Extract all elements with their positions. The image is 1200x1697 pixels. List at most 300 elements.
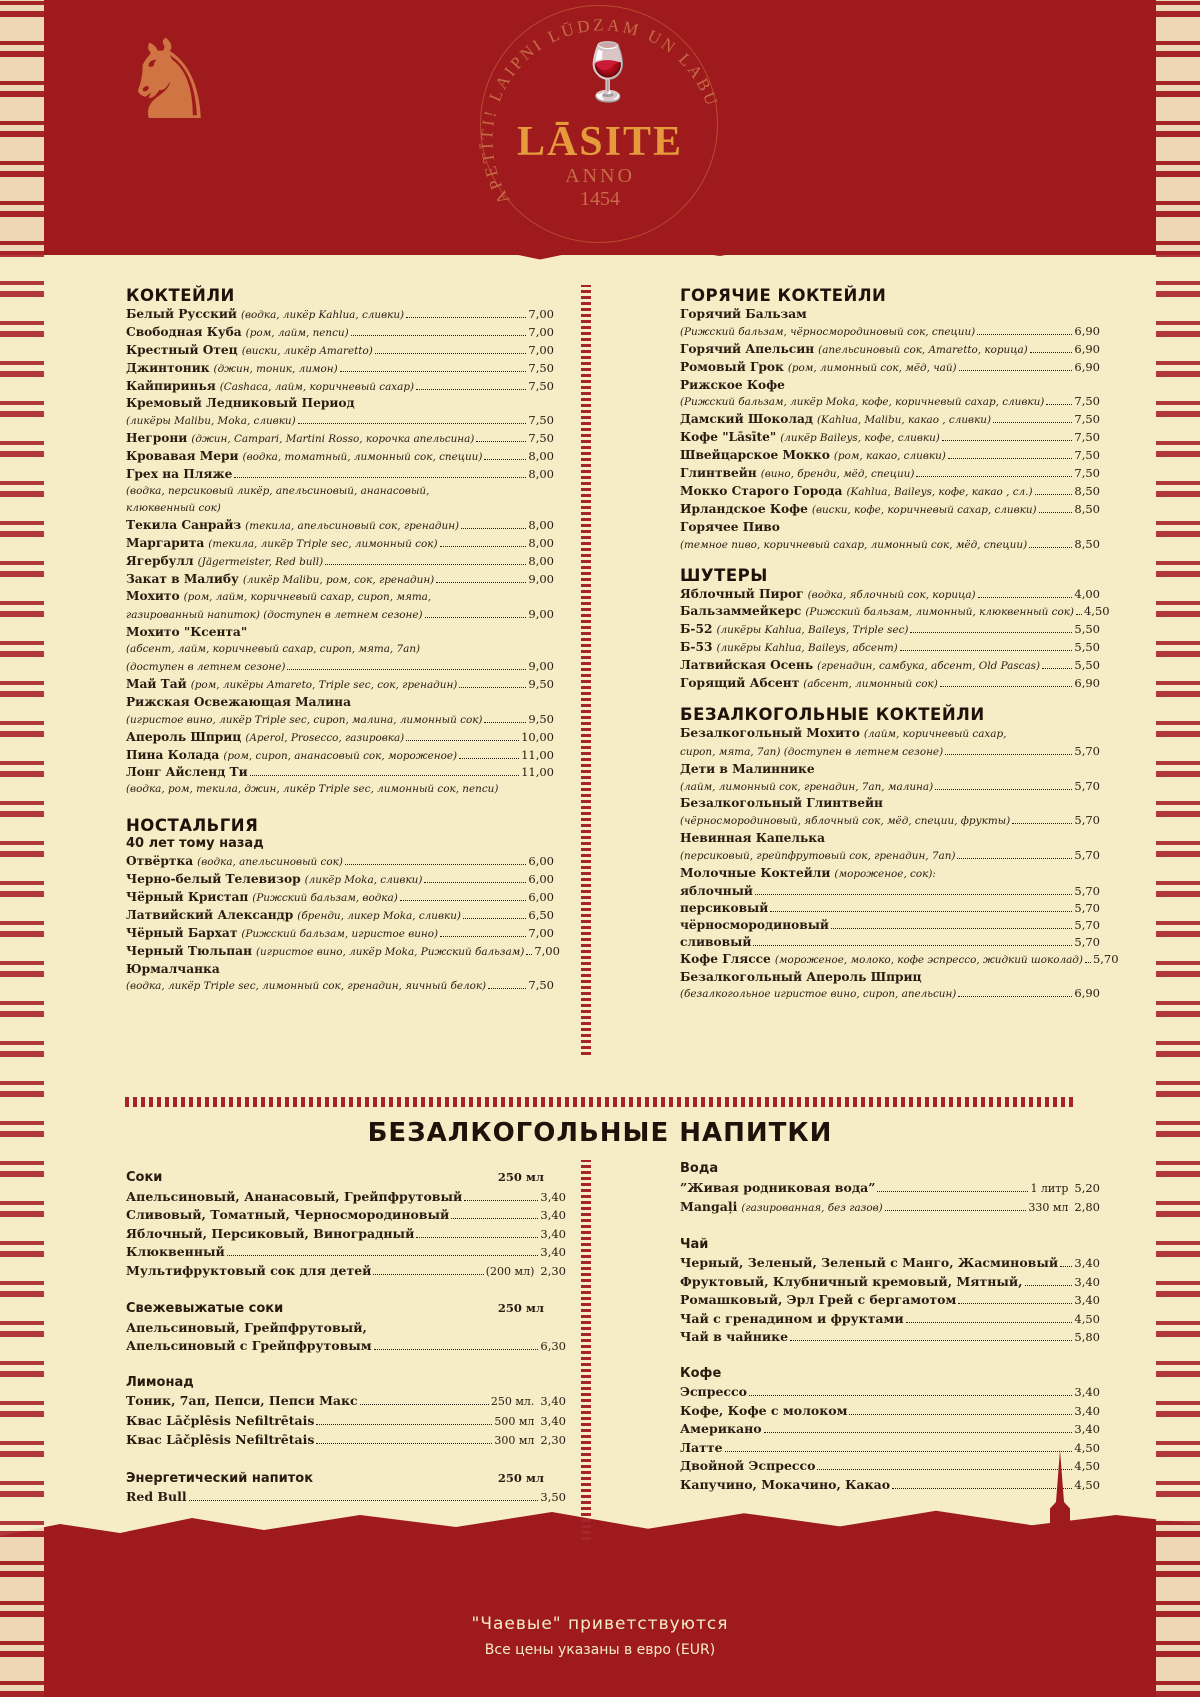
menu-item <box>126 448 554 466</box>
dot-leader <box>351 335 527 336</box>
item-desc: (лайм, лимонный сок, гренадин, 7ап, малина) <box>680 780 934 793</box>
menu-item-desc <box>680 778 1100 796</box>
menu-item <box>126 943 560 961</box>
item-price: 8,00 <box>528 467 554 482</box>
item-price: 4,50 <box>1074 1440 1100 1455</box>
juices-title: Соки <box>126 1170 163 1185</box>
dot-leader <box>424 882 526 883</box>
item-desc: (вино, бренди, мёд, специи) <box>760 468 915 481</box>
item-desc: (водка, персиковый ликёр, апельсиновый, ананасовый, <box>126 484 430 497</box>
right-column <box>680 286 1119 1003</box>
dot-leader <box>340 371 527 372</box>
dot-leader <box>316 1443 492 1444</box>
item-price: 8,50 <box>1074 501 1100 516</box>
item-desc: (Рижский бальзам, игристое вино) <box>241 927 439 940</box>
dot-leader <box>287 669 526 670</box>
menu-item <box>680 621 1100 639</box>
item-name: Клюквенный <box>126 1244 225 1259</box>
menu-item <box>680 1310 1100 1329</box>
lemonade-list <box>126 1392 566 1451</box>
item-price: 4,50 <box>1074 1459 1100 1473</box>
item-price: 8,00 <box>528 449 554 464</box>
item-desc: (доступен в летнем сезоне) <box>126 661 286 674</box>
menu-item-desc <box>680 536 1100 554</box>
item-price: 6,90 <box>1074 323 1100 338</box>
item-name: персиковый <box>680 900 769 915</box>
item-desc: (ром, сироп, ананасовый сок, мороженое) <box>223 749 458 762</box>
dot-leader <box>755 894 1072 895</box>
dot-leader <box>526 954 532 955</box>
item-name: Латвийский Александр <box>126 907 294 922</box>
menu-item-desc <box>126 977 554 995</box>
dot-leader <box>885 1210 1027 1211</box>
left-ornament-border <box>0 0 44 1697</box>
menu-item <box>126 553 554 571</box>
menu-item <box>680 830 1100 847</box>
item-price: 4,50 <box>1083 604 1110 619</box>
item-desc: (водка, ликёр Triple sec, лимонный сок, гренадин, яичный белок) <box>126 980 487 993</box>
menu-item: Апельсиновый, Грейпфрутовый, <box>126 1319 367 1335</box>
dot-leader <box>948 458 1073 459</box>
item-price: 7,50 <box>1074 466 1100 481</box>
item-price: 6,30 <box>540 1339 566 1353</box>
item-name: Mangaļi <box>680 1199 738 1214</box>
item-name: Ромашковый, Эрл Грей с бергамотом <box>680 1292 957 1307</box>
item-desc: (ликёр Malibu, ром, сок, гренадин) <box>242 573 435 586</box>
item-price: 3,40 <box>1074 1293 1100 1307</box>
dot-leader <box>484 459 526 460</box>
menu-item <box>680 306 1100 323</box>
dot-leader <box>764 1432 1073 1433</box>
item-name: Чай с гренадином и фруктами <box>680 1310 904 1326</box>
soft-drinks-left <box>126 1168 566 1507</box>
menu-item <box>680 447 1100 465</box>
dot-leader <box>375 353 527 354</box>
menu-item <box>680 377 1100 394</box>
dot-leader <box>849 1414 1072 1415</box>
section-title-cocktails: КОКТЕЙЛИ <box>126 286 235 305</box>
item-price: 7,50 <box>528 360 554 375</box>
menu-item <box>680 341 1100 359</box>
dot-leader <box>316 1424 492 1425</box>
dot-leader <box>916 476 1072 477</box>
item-name: Горячий Апельсин <box>680 341 815 356</box>
item-price: 7,50 <box>528 413 554 428</box>
item-name: Черно-белый Телевизор <box>126 872 301 886</box>
section-title-shooters: ШУТЕРЫ <box>680 565 768 585</box>
item-name: Невинная Капелька <box>680 831 825 846</box>
item-price: 9,50 <box>528 676 554 691</box>
soft-drinks-right <box>680 1160 1100 1494</box>
item-desc: (джин, Campari, Martini Rosso, корочка апельсина) <box>191 433 475 446</box>
menu-item <box>126 889 554 907</box>
item-desc: (ликёры Malibu, Moka, сливки) <box>126 415 296 428</box>
item-price: 11,00 <box>521 747 554 762</box>
menu-item-desc: (безалкогольное игристое вино, сироп, апельсин) 6,90 <box>680 986 1100 1001</box>
item-desc: (ликёр Moka, сливки) <box>304 874 423 886</box>
item-desc: (Рижский бальзам, водка) <box>252 891 398 904</box>
item-name: Кайпиринья <box>126 378 216 393</box>
item-desc: (водка, апельсиновый сок) <box>197 856 343 869</box>
item-price: 6,00 <box>528 854 554 869</box>
item-desc: (Рижский бальзам, чёрносмородиновый сок, специи) <box>680 325 976 338</box>
menu-item <box>126 1206 566 1225</box>
dot-leader <box>425 617 527 618</box>
item-price: 5,20 <box>1074 1180 1100 1195</box>
item-name: Кофе "Lāsīte" <box>680 430 777 445</box>
item-price: 5,50 <box>1074 658 1100 673</box>
menu-item <box>680 725 1100 743</box>
item-price: 4,00 <box>1074 586 1100 601</box>
dot-leader <box>817 1469 1072 1470</box>
dot-leader <box>831 928 1072 929</box>
item-name: Швейцарское Мокко <box>680 448 830 463</box>
item-desc: (абсент, лимонный сок) <box>803 678 938 691</box>
item-name: Ягербулл <box>126 553 194 568</box>
item-price: 6,00 <box>528 872 554 886</box>
dot-leader <box>451 1218 538 1219</box>
menu-item <box>680 934 1100 951</box>
item-desc: (чёрносмородиновый, яблочный сок, мёд, специи, фрукты) <box>680 815 1011 828</box>
nonalc-cocktails-list <box>680 725 1100 865</box>
item-price: 10,00 <box>521 729 554 744</box>
tips-note: "Чаевые" приветствуются <box>471 1614 729 1634</box>
dot-leader <box>1012 823 1072 824</box>
item-price: 2,80 <box>1074 1200 1100 1214</box>
goblet-icon: 🍷 <box>573 40 643 105</box>
menu-item <box>680 359 1100 377</box>
item-desc: (ликёр Baileys, кофе, сливки) <box>780 432 940 445</box>
item-desc: (персиковый, грейпфрутовый сок, гренадин, 7ап) <box>680 850 956 863</box>
item-name: Черный, Зеленый, Зеленый с Манго, Жасминовый <box>680 1255 1059 1270</box>
menu-item <box>680 917 1100 934</box>
dot-leader <box>910 632 1072 633</box>
menu-item <box>126 1488 566 1507</box>
item-desc: (ликёры Kahlua, Baileys, абсент) <box>716 642 898 655</box>
dot-leader <box>298 423 527 424</box>
brand-year: 1454 <box>580 188 620 210</box>
left-column <box>126 286 560 995</box>
item-price: 7,00 <box>528 342 554 357</box>
menu-item <box>680 1254 1100 1273</box>
item-price: 4,50 <box>1074 1477 1100 1492</box>
dot-leader <box>977 334 1072 335</box>
nostalgia-list <box>126 853 560 995</box>
menu-item-desc <box>126 781 554 798</box>
item-desc: (лайм, коричневый сахар, <box>863 727 1007 740</box>
menu-item <box>126 1431 566 1451</box>
item-price: 9,00 <box>528 659 554 674</box>
menu-item <box>126 1243 566 1262</box>
fresh-volume: 250 мл <box>497 1301 544 1315</box>
item-price: 5,70 <box>1074 884 1100 898</box>
item-name: Закат в Малибу <box>126 571 239 586</box>
item-name: Мохито "Ксента" <box>126 625 248 640</box>
menu-item <box>126 342 554 360</box>
item-name: Ирландское Кофе <box>680 501 808 516</box>
item-name: Мультифруктовый сок для детей <box>126 1262 372 1278</box>
menu-item <box>680 1439 1100 1458</box>
item-name: Апельсиновый с Грейпфрутовым <box>126 1338 372 1353</box>
fresh-juices-title: Свежевыжатые соки <box>126 1301 284 1316</box>
item-desc: (ром, лайм, пепси) <box>245 326 349 339</box>
item-price: 5,70 <box>1074 813 1100 828</box>
dot-leader <box>464 1200 538 1201</box>
item-price: 9,00 <box>528 571 554 586</box>
coffee-title: Кофе <box>680 1365 722 1381</box>
item-name: Кофе, Кофе с молоком <box>680 1402 848 1418</box>
menu-item <box>126 1412 566 1432</box>
menu-item-desc <box>126 412 554 430</box>
dot-leader <box>488 988 526 989</box>
item-name: Red Bull <box>126 1489 187 1504</box>
item-price: 5,80 <box>1074 1330 1100 1344</box>
item-price: 8,50 <box>1074 536 1100 551</box>
item-price: 3,40 <box>540 1208 566 1222</box>
menu-item <box>680 483 1100 501</box>
menu-item <box>680 900 1100 917</box>
item-price: 3,40 <box>1074 1385 1100 1399</box>
dot-leader <box>1042 668 1072 669</box>
right-ornament-border <box>1156 0 1200 1697</box>
menu-item <box>126 624 554 641</box>
shooters-list <box>680 586 1110 693</box>
dot-leader <box>459 758 519 759</box>
dot-leader <box>749 1395 1072 1396</box>
item-price: 4,50 <box>1074 1311 1100 1326</box>
item-name: Кровавая Мери <box>126 449 239 464</box>
item-price: 7,50 <box>528 431 554 446</box>
brand-logo <box>470 0 730 245</box>
item-volume: 330 мл <box>1028 1201 1069 1214</box>
item-desc: (текила, апельсиновый сок, гренадин) <box>245 519 460 532</box>
item-desc: (джин, тоник, лимон) <box>213 362 338 375</box>
dot-leader <box>345 864 527 865</box>
item-price: 3,40 <box>1074 1422 1100 1436</box>
item-name: Яблочный Пирог <box>680 586 804 601</box>
menu-item <box>126 535 554 553</box>
dot-leader <box>993 422 1072 423</box>
item-price: 7,00 <box>528 925 554 940</box>
item-desc: (Cashaca, лайм, коричневый сахар) <box>219 380 415 393</box>
item-name: Дети в Малиннике <box>680 761 815 776</box>
item-name: Квас Lāčplēsis Nefiltrētais <box>126 1412 315 1428</box>
dot-leader <box>189 1500 539 1501</box>
item-price: 6,90 <box>1074 359 1100 374</box>
item-name: яблочный <box>680 884 753 898</box>
item-name: Отвёртка <box>126 854 194 869</box>
item-price: 2,30 <box>540 1433 566 1447</box>
menu-item <box>680 501 1100 519</box>
energy-volume: 250 мл <box>497 1470 544 1485</box>
tea-list <box>680 1254 1100 1347</box>
item-name: Негрони <box>126 431 188 446</box>
dot-leader <box>360 1404 489 1405</box>
item-name: Двойной Эспрессо <box>680 1458 816 1473</box>
menu-item: Кофе Гляссе (мороженое, молоко, кофе эспрессо, жидкий шоколад) 5,70 <box>680 951 1119 966</box>
menu-item <box>680 429 1100 447</box>
section-divider <box>125 1097 1075 1107</box>
item-desc: (водка, томатный, лимонный сок, специи) <box>242 451 483 464</box>
item-desc: (виски, кофе, коричневый сахар, сливки) <box>811 503 1037 516</box>
item-price: 5,70 <box>1074 917 1100 932</box>
dot-leader <box>1029 547 1072 548</box>
item-desc: (Kahlua, Malibu, какао , сливки) <box>817 414 992 427</box>
item-name: Мохито <box>126 589 180 604</box>
menu-item <box>126 907 554 925</box>
dot-leader <box>373 1274 483 1275</box>
coffee-list <box>680 1383 1100 1494</box>
item-price: 5,50 <box>1074 622 1100 637</box>
item-price: 3,40 <box>540 1189 566 1204</box>
svg-text:APETĪTI! LAIPNI LŪDZAM UN LABU: APETĪTI! LAIPNI LŪDZAM UN LABU <box>477 15 723 208</box>
item-name: Чёрный Бархат <box>126 925 238 940</box>
dot-leader <box>892 1488 1072 1489</box>
menu-item-desc <box>126 483 554 500</box>
item-desc: (бренди, ликер Moka, сливки) <box>297 909 461 922</box>
menu-item <box>680 411 1100 429</box>
section-title-hot: ГОРЯЧИЕ КОКТЕЙЛИ <box>680 286 887 305</box>
menu-item <box>680 1273 1100 1292</box>
item-name: Свободная Куба <box>126 324 242 339</box>
item-price: 6,00 <box>528 889 554 904</box>
menu-item <box>126 588 554 606</box>
item-desc: (гренадин, самбука, абсент, Old Pascas) <box>817 660 1041 673</box>
menu-item <box>126 694 554 711</box>
energy-title: Энергетический напиток <box>126 1470 314 1486</box>
menu-item <box>126 1225 566 1244</box>
item-name: Глинтвейн <box>680 466 757 481</box>
menu-item <box>126 395 554 412</box>
coat-of-arms-icon: ♞ <box>120 16 219 144</box>
item-price: 2,30 <box>540 1263 566 1278</box>
item-price: 7,50 <box>1074 412 1100 427</box>
item-desc: (водка, ликёр Kahlua, сливки) <box>240 308 405 321</box>
item-name: Пина Колада <box>126 747 220 762</box>
menu-item <box>126 747 554 765</box>
item-name: ”Живая родниковая вода” <box>680 1179 876 1195</box>
menu-item <box>680 1198 1100 1218</box>
item-desc: (абсент, лайм, коричневый сахар, сироп, мята, 7ап) <box>126 643 421 656</box>
item-price: 3,40 <box>1074 1274 1100 1289</box>
brand-anno: ANNO <box>565 165 635 187</box>
dot-leader <box>463 918 526 919</box>
menu-item-desc <box>680 323 1100 341</box>
item-name: Юрмалчанка <box>126 961 220 976</box>
menu-item <box>126 871 554 889</box>
item-name: Яблочный, Персиковый, Виноградный <box>126 1225 415 1241</box>
menu-item <box>680 1179 1100 1199</box>
menu-item <box>126 764 554 781</box>
menu-item <box>126 1337 566 1356</box>
item-name: Апельсиновый, Ананасовый, Грейпфрутовый <box>126 1188 463 1204</box>
dot-leader <box>461 528 526 529</box>
menu-item-desc <box>680 812 1100 830</box>
menu-item-desc <box>680 743 1100 761</box>
item-volume: 500 мл <box>494 1414 535 1428</box>
item-name: Эспрессо <box>680 1384 747 1399</box>
item-name: Черный Тюльпан <box>126 943 252 958</box>
item-volume: (200 мл) <box>485 1264 535 1278</box>
item-name: Джинтоник <box>126 360 210 375</box>
menu-item <box>680 603 1110 621</box>
item-name: Кремовый Ледниковый Период <box>126 396 355 411</box>
fresh-list <box>126 1337 566 1356</box>
dot-leader <box>406 740 519 741</box>
dot-leader <box>400 900 527 901</box>
column-divider-bottom <box>581 1160 591 1540</box>
item-name: Дамский Шоколад <box>680 412 813 427</box>
menu-item <box>126 378 554 396</box>
item-desc: сироп, мята, 7ап) (доступен в летнем сезоне) <box>680 745 944 758</box>
menu-item <box>680 795 1100 812</box>
menu-item <box>680 1328 1100 1347</box>
item-desc: (апельсиновый сок, Amaretto, корица) <box>818 343 1028 356</box>
menu-item <box>126 517 554 535</box>
menu-item <box>126 853 554 871</box>
column-divider-top <box>581 285 591 1055</box>
item-price: 3,40 <box>540 1413 566 1428</box>
cocktails-list <box>126 306 554 798</box>
milk-cocktails-heading: Молочные Коктейли (мороженое, сок): <box>680 866 936 881</box>
item-price: 8,00 <box>528 535 554 550</box>
menu-item <box>126 571 554 589</box>
menu-item-desc <box>680 847 1100 865</box>
dot-leader <box>440 936 526 937</box>
item-name: Горячий Бальзам <box>680 306 807 321</box>
item-desc: (ром, какао, сливки) <box>833 450 946 463</box>
tea-title: Чай <box>680 1236 709 1252</box>
dot-leader <box>1060 1266 1072 1267</box>
item-name: Безалкогольный Мохито <box>680 725 860 740</box>
item-price: 7,50 <box>528 978 554 993</box>
water-title: Вода <box>680 1161 719 1176</box>
item-desc: (Kahlua, Baileys, кофе, какао , сл.) <box>846 485 1033 498</box>
item-desc: газированный напиток) (доступен в летнем сезоне) <box>126 609 423 622</box>
item-price: 5,70 <box>1074 900 1100 915</box>
dot-leader <box>406 317 526 318</box>
item-desc: (ром, ликёры Amareto, Triple sec, сок, гренадин) <box>190 678 458 691</box>
item-desc: (темное пиво, коричневый сахар, лимонный сок, мёд, специи) <box>680 538 1028 551</box>
menu-item-desc <box>680 393 1100 411</box>
dot-leader <box>234 477 526 478</box>
dot-leader <box>440 546 527 547</box>
item-name: Горячее Пиво <box>680 519 780 534</box>
dot-leader <box>416 389 526 390</box>
item-name: Чёрный Кристап <box>126 889 249 904</box>
hot-list <box>680 306 1100 554</box>
juices-volume: 250 мл <box>497 1170 544 1184</box>
item-name: Май Тай <box>126 676 187 691</box>
dot-leader <box>900 650 1073 651</box>
section-title-nostalgia: НОСТАЛЬГИЯ <box>126 816 259 836</box>
dot-leader <box>476 441 526 442</box>
menu-item <box>126 676 554 694</box>
dot-leader <box>227 1255 539 1256</box>
dot-leader <box>978 597 1073 598</box>
dot-leader <box>942 440 1073 441</box>
item-price: 9,50 <box>528 711 554 726</box>
soft-drinks-title: БЕЗАЛКОГОЛЬНЫЕ НАПИТКИ <box>367 1118 833 1148</box>
item-price: 8,50 <box>1074 483 1100 498</box>
milk-cocktails-list <box>680 883 1100 951</box>
menu-item <box>680 675 1100 693</box>
item-price: 6,50 <box>528 907 554 922</box>
item-name: Лонг Айсленд Ти <box>126 765 248 780</box>
dot-leader <box>877 1191 1028 1192</box>
water-list <box>680 1179 1100 1218</box>
item-name: Квас Lāčplēsis Nefiltrētais <box>126 1432 315 1447</box>
